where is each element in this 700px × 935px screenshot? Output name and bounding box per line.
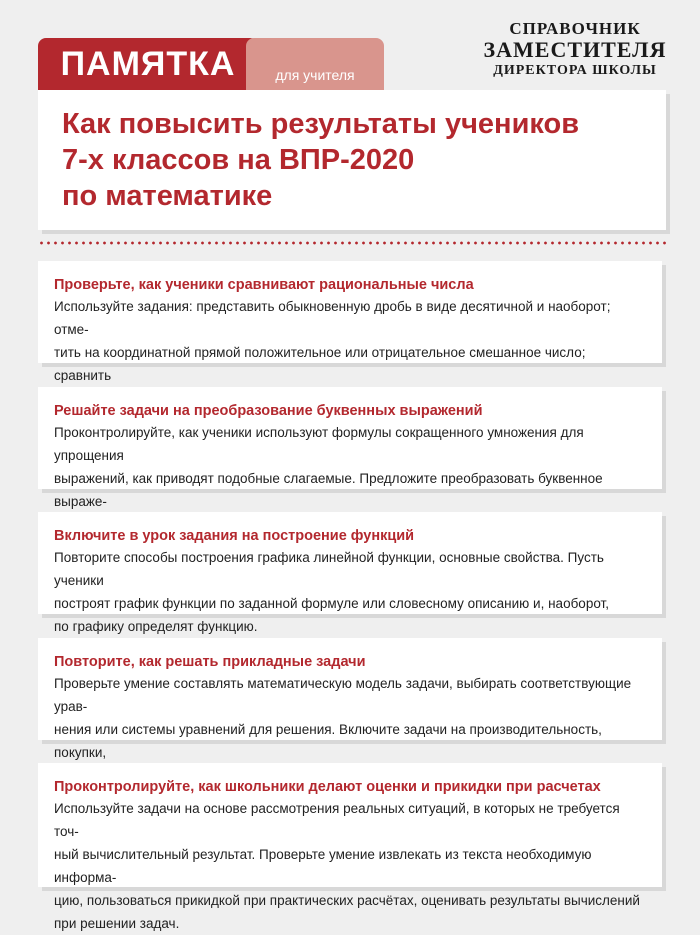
memo-tab: ПАМЯТКА <box>38 38 258 90</box>
tip-heading: Проверьте, как ученики сравнивают рациональные числа <box>54 277 474 293</box>
tip-body: Повторите способы построения графика линейной функции, основные свойства. Пусть ученики построят график функции по заданной формуле или словесному описанию и, наоборот, по графику определят функцию. <box>54 550 609 634</box>
brand-logo <box>470 20 680 78</box>
tip-body: Проверьте умение составлять математическую модель задачи, выбирать соответствующие урав- нения или системы уравнений для решения. Включите задачи на производительность, покупки, <box>54 676 632 760</box>
tip-heading: Проконтролируйте, как школьники делают оценки и прикидки при расчетах <box>54 779 601 795</box>
page-title: Как повысить результаты учеников 7-х классов на ВПР-2020 по математике <box>62 108 580 212</box>
tip-heading: Решайте задачи на преобразование буквенных выражений <box>54 403 483 419</box>
tip-card <box>38 387 662 509</box>
brand-line-3: ДИРЕКТОРА ШКОЛЫ <box>493 63 657 78</box>
tip-heading: Повторите, как решать прикладные задачи <box>54 654 366 670</box>
tip-body: Используйте задачи на основе рассмотрения реальных ситуаций, в которых не требуется точ- ный вычислительный результат. Проверьте умение извлекать из текста необходимую информа- цию, пользоваться прикидкой при практических расчётах, оценивать результаты вычислений при решении задач. <box>54 801 640 931</box>
tip-body: Используйте задания: представить обыкновенную дробь в виде десятичной и наоборот; отме- тить на координатной прямой положительное или отрицательное смешанное число; сравнить <box>54 299 611 383</box>
tip-heading: Включите в урок задания на построение функций <box>54 528 415 544</box>
tip-card <box>38 261 662 383</box>
brand-line-1: СПРАВОЧНИК <box>509 19 641 38</box>
title-card <box>38 90 666 230</box>
tip-card <box>38 638 662 760</box>
brand-line-2: ЗАМЕСТИТЕЛЯ <box>483 37 667 62</box>
tip-card <box>38 763 662 931</box>
dotted-divider <box>38 241 666 245</box>
memo-audience-tab: для учителя <box>246 38 384 90</box>
tip-body: Проконтролируйте, как ученики используют формулы сокращенного умножения для упрощения выражений, как приводят подобные слагаемые. Предложите преобразовать буквенное выраже- <box>54 425 603 509</box>
tip-card <box>38 512 662 634</box>
